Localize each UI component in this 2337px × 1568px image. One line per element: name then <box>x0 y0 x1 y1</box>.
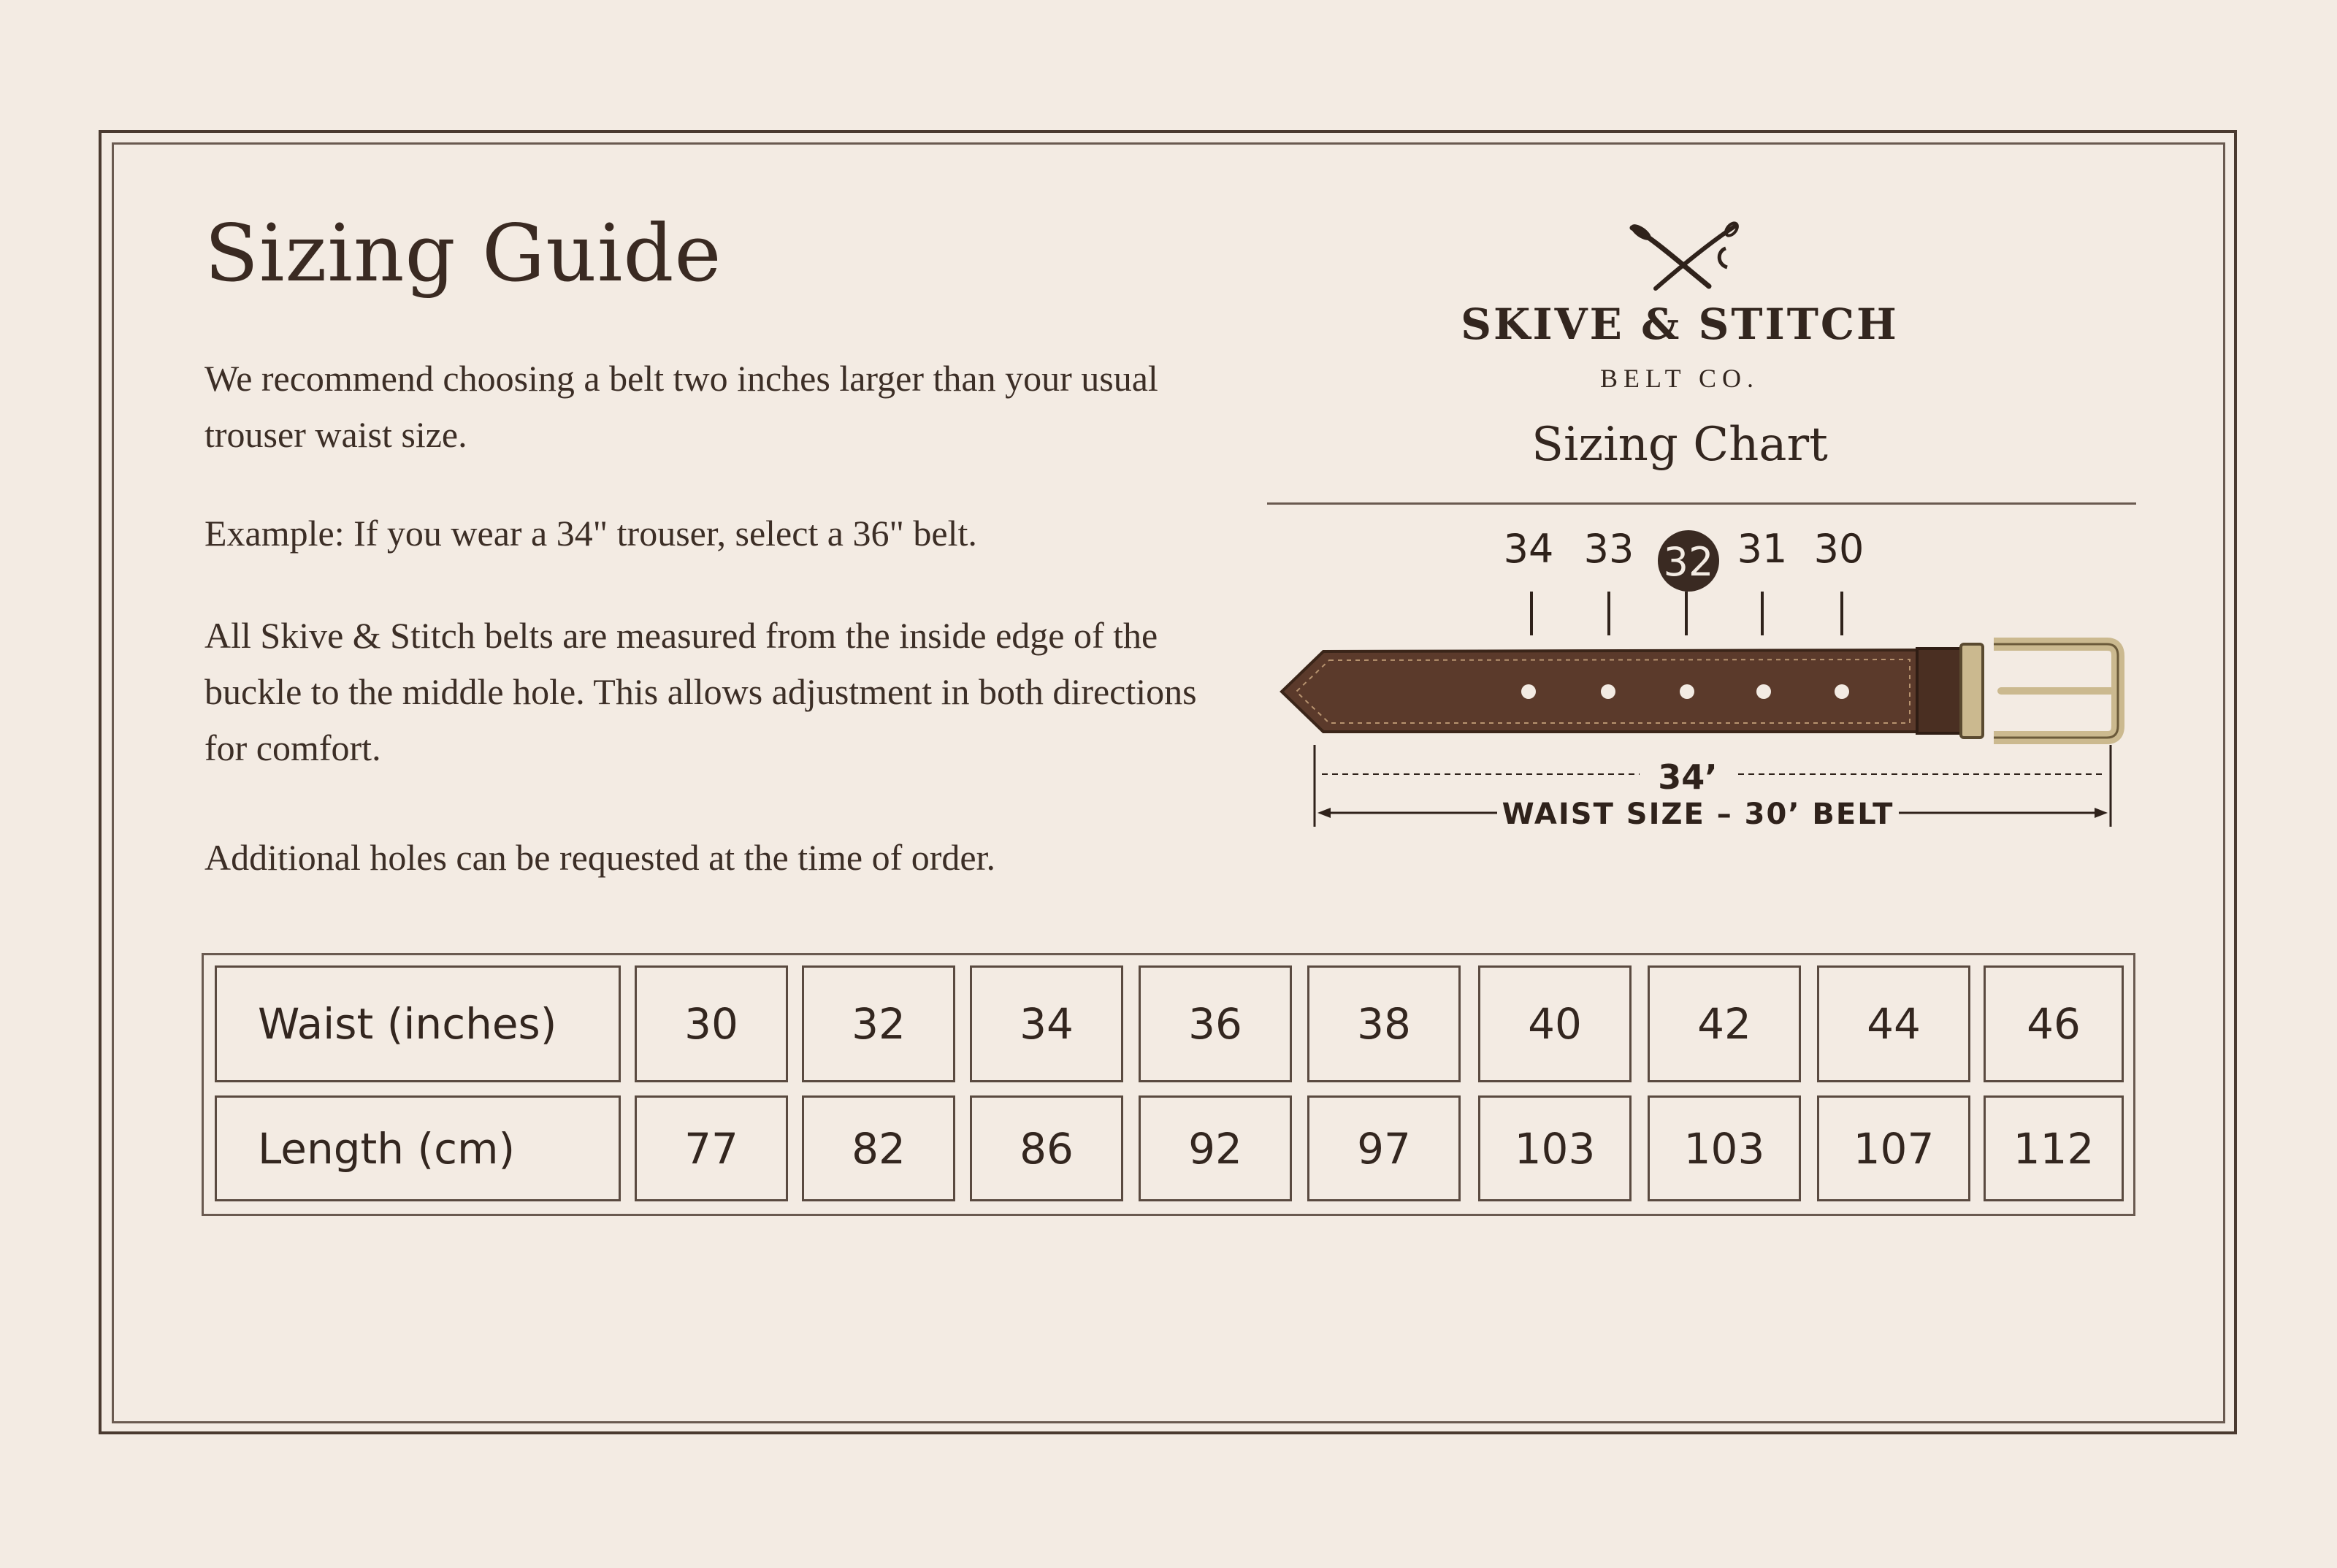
table-cell: 30 <box>635 965 788 1082</box>
page-title: Sizing Guide <box>204 208 722 299</box>
hole-label: 34 <box>1503 526 1554 572</box>
divider <box>1267 502 2136 505</box>
chart-title: Sizing Chart <box>1531 418 1828 472</box>
table-cell: 32 <box>802 965 955 1082</box>
measure-caption: WAIST SIZE – 30’ BELT <box>1502 798 1894 831</box>
measure-label: 34’ <box>1658 757 1718 797</box>
brand-subtitle: BELT CO. <box>1599 364 1760 393</box>
hole-tick-marks <box>1531 592 1842 635</box>
table-cell: 92 <box>1139 1095 1292 1201</box>
brand-name: SKIVE & STITCH <box>1461 299 1899 349</box>
guide-paragraph: Additional holes can be requested at the time of order. <box>204 837 995 878</box>
table-cell: 103 <box>1648 1095 1801 1201</box>
table-cell: 86 <box>970 1095 1123 1201</box>
table-cell: 40 <box>1478 965 1632 1082</box>
belt-keeper <box>1961 644 1983 738</box>
hole-label: 31 <box>1737 526 1788 572</box>
table-row-header: Waist (inches) <box>215 965 621 1082</box>
table-cell: 97 <box>1307 1095 1461 1201</box>
table-cell: 42 <box>1648 965 1801 1082</box>
belt-strap <box>1282 650 1917 732</box>
table-cell: 38 <box>1307 965 1461 1082</box>
table-cell: 103 <box>1478 1095 1632 1201</box>
table-cell: 112 <box>1984 1095 2124 1201</box>
belt-diagram <box>1242 526 2162 847</box>
table-cell: 77 <box>635 1095 788 1201</box>
table-cell: 46 <box>1984 965 2124 1082</box>
guide-paragraph: We recommend choosing a belt two inches larger than your usual trouser waist size. <box>204 358 1158 455</box>
table-row-header: Length (cm) <box>215 1095 621 1201</box>
table-cell: 82 <box>802 1095 955 1201</box>
table-cell: 107 <box>1817 1095 1970 1201</box>
table-cell: 36 <box>1139 965 1292 1082</box>
guide-paragraph: All Skive & Stitch belts are measured from the inside edge of the buckle to the middle hole. This allows adjustment in both directions for comfort. <box>204 615 1197 768</box>
hole-label-highlighted: 32 <box>1663 539 1714 585</box>
table-cell: 44 <box>1817 965 1970 1082</box>
guide-paragraph: Example: If you wear a 34" trouser, select a 36" belt. <box>204 513 977 554</box>
table-cell: 34 <box>970 965 1123 1082</box>
crossed-needle-and-awl-icon <box>1625 219 1749 299</box>
hole-label: 30 <box>1813 526 1864 572</box>
hole-label: 33 <box>1583 526 1634 572</box>
